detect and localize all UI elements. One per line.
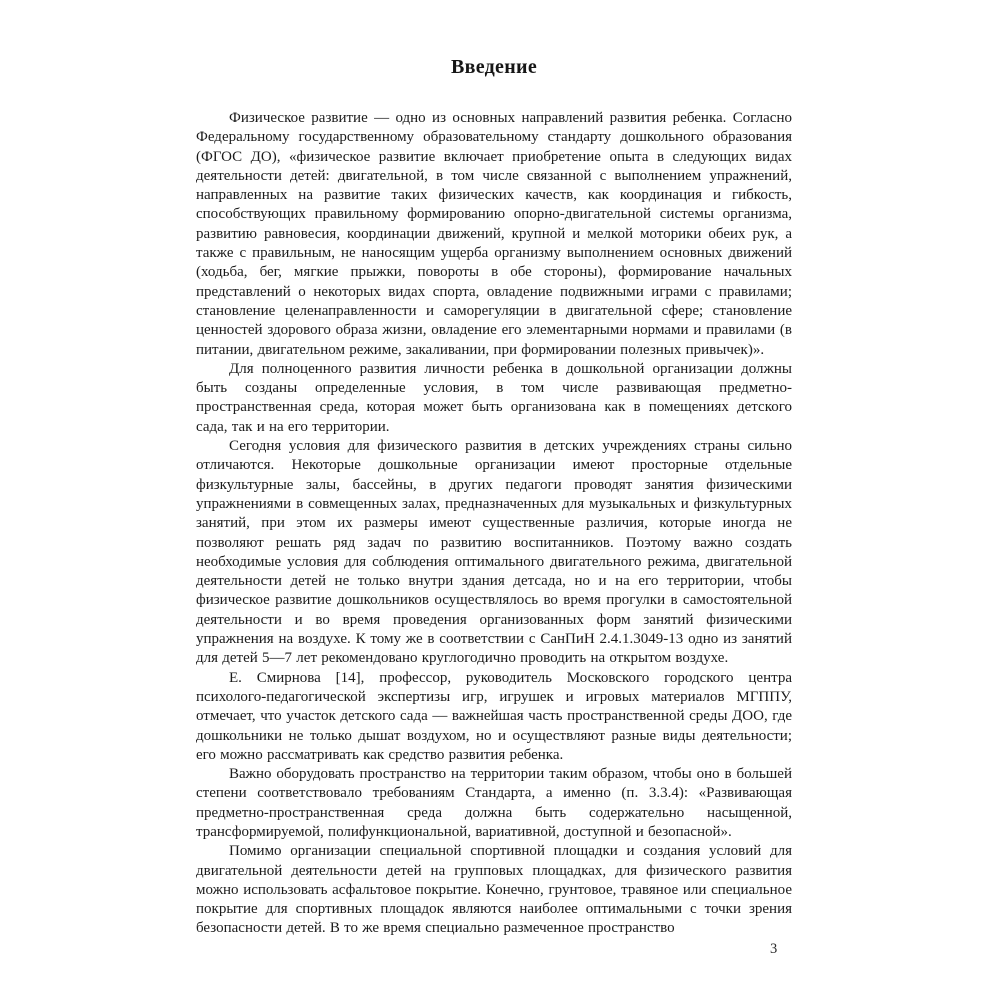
page-title: Введение xyxy=(450,56,538,78)
paragraph: Для полноценного развития личности ребенка в дошкольной организации должны быть созданы определенные условия, в том числе развивающая предметно-пространственная среда, которая может быть организована как в помещениях детского сада, так и на его территории. xyxy=(196,360,792,435)
paragraph: Помимо организации специальной спортивной площадки и создания условий для двигательной деятельности детей на групповых площадках, для физического развития можно использовать асфальтовое покрытие. Конечно, грунтовое, травяное или специальное покрытие для спортивных площадок являются наиболее оптимальными с точки зрения безопасности детей. В то же время специально размеченное пространство xyxy=(196,843,792,937)
page-number: 3 xyxy=(770,941,778,957)
text-block xyxy=(196,56,792,939)
paragraph: Физическое развитие — одно из основных направлений развития ребенка. Согласно Федеральному государственному образовательному стандарту дошкольного образования (ФГОС ДО), «физическое развитие включает приобретение опыта в следующих видах деятельности детей: двигательной, в том числе связанной с выполнением упражнений, направленных на развитие таких физических качеств, как координация и гибкость, способствующих правильному формированию опорно-двигательной системы организма, развитию равновесия, координации движений, крупной и мелкой моторики обеих рук, а также с правильным, не наносящим ущерба организму выполнением основных движений (ходьба, бег, мягкие прыжки, повороты в обе стороны), формирование начальных представлений о некоторых видах спорта, овладение подвижными играми с правилами; становление целенаправленности и саморегуляции в двигательной сфере; становление ценностей здорового образа жизни, овладение его элементарными нормами и правилами (в питании, двигательном режиме, закаливании, при формировании полезных привычек)». xyxy=(196,110,792,358)
paragraph: Важно оборудовать пространство на территории таким образом, чтобы оно в большей степени соответствовало требованиям Стандарта, а именно (п. 3.3.4): «Развивающая предметно-пространственная среда должна быть содержательно насыщенной, трансформируемой, полифункциональной, вариативной, доступной и безопасной». xyxy=(196,766,792,840)
paragraph: Сегодня условия для физического развития в детских учреждениях страны сильно отличаются. Некоторые дошкольные организации имеют просторные отдельные физкультурные залы, бассейны, в других педагоги проводят занятия физическими упражнениями в совмещенных залах, предназначенных для музыкальных и физкультурных занятий, при этом их размеры имеют существенные различия, которые иногда не позволяют решать ряд задач по развитию воспитанников. Поэтому важно создать необходимые условия для соблюдения оптимального двигательного режима, двигательной деятельности детей не только внутри здания детсада, но и на его территории, чтобы физическое развитие дошкольников осуществлялось во время прогулки в самостоятельной деятельности и во время проведения организованных форм занятий физическими упражнения на воздухе. К тому же в соответствии с СанПиН 2.4.1.3049-13 одно из занятий для детей 5—7 лет рекомендовано круглогодично проводить на открытом воздухе. xyxy=(196,438,792,667)
paragraph: Е. Смирнова [14], профессор, руководитель Московского городского центра психолого-педагогической экспертизы игр, игрушек и игровых материалов МГППУ, отмечает, что участок детского сада — важнейшая часть пространственной среды ДОО, где дошкольники не только дышат воздухом, но и осуществляют разные виды деятельности; его можно рассматривать как средство развития ребенка. xyxy=(196,669,792,763)
